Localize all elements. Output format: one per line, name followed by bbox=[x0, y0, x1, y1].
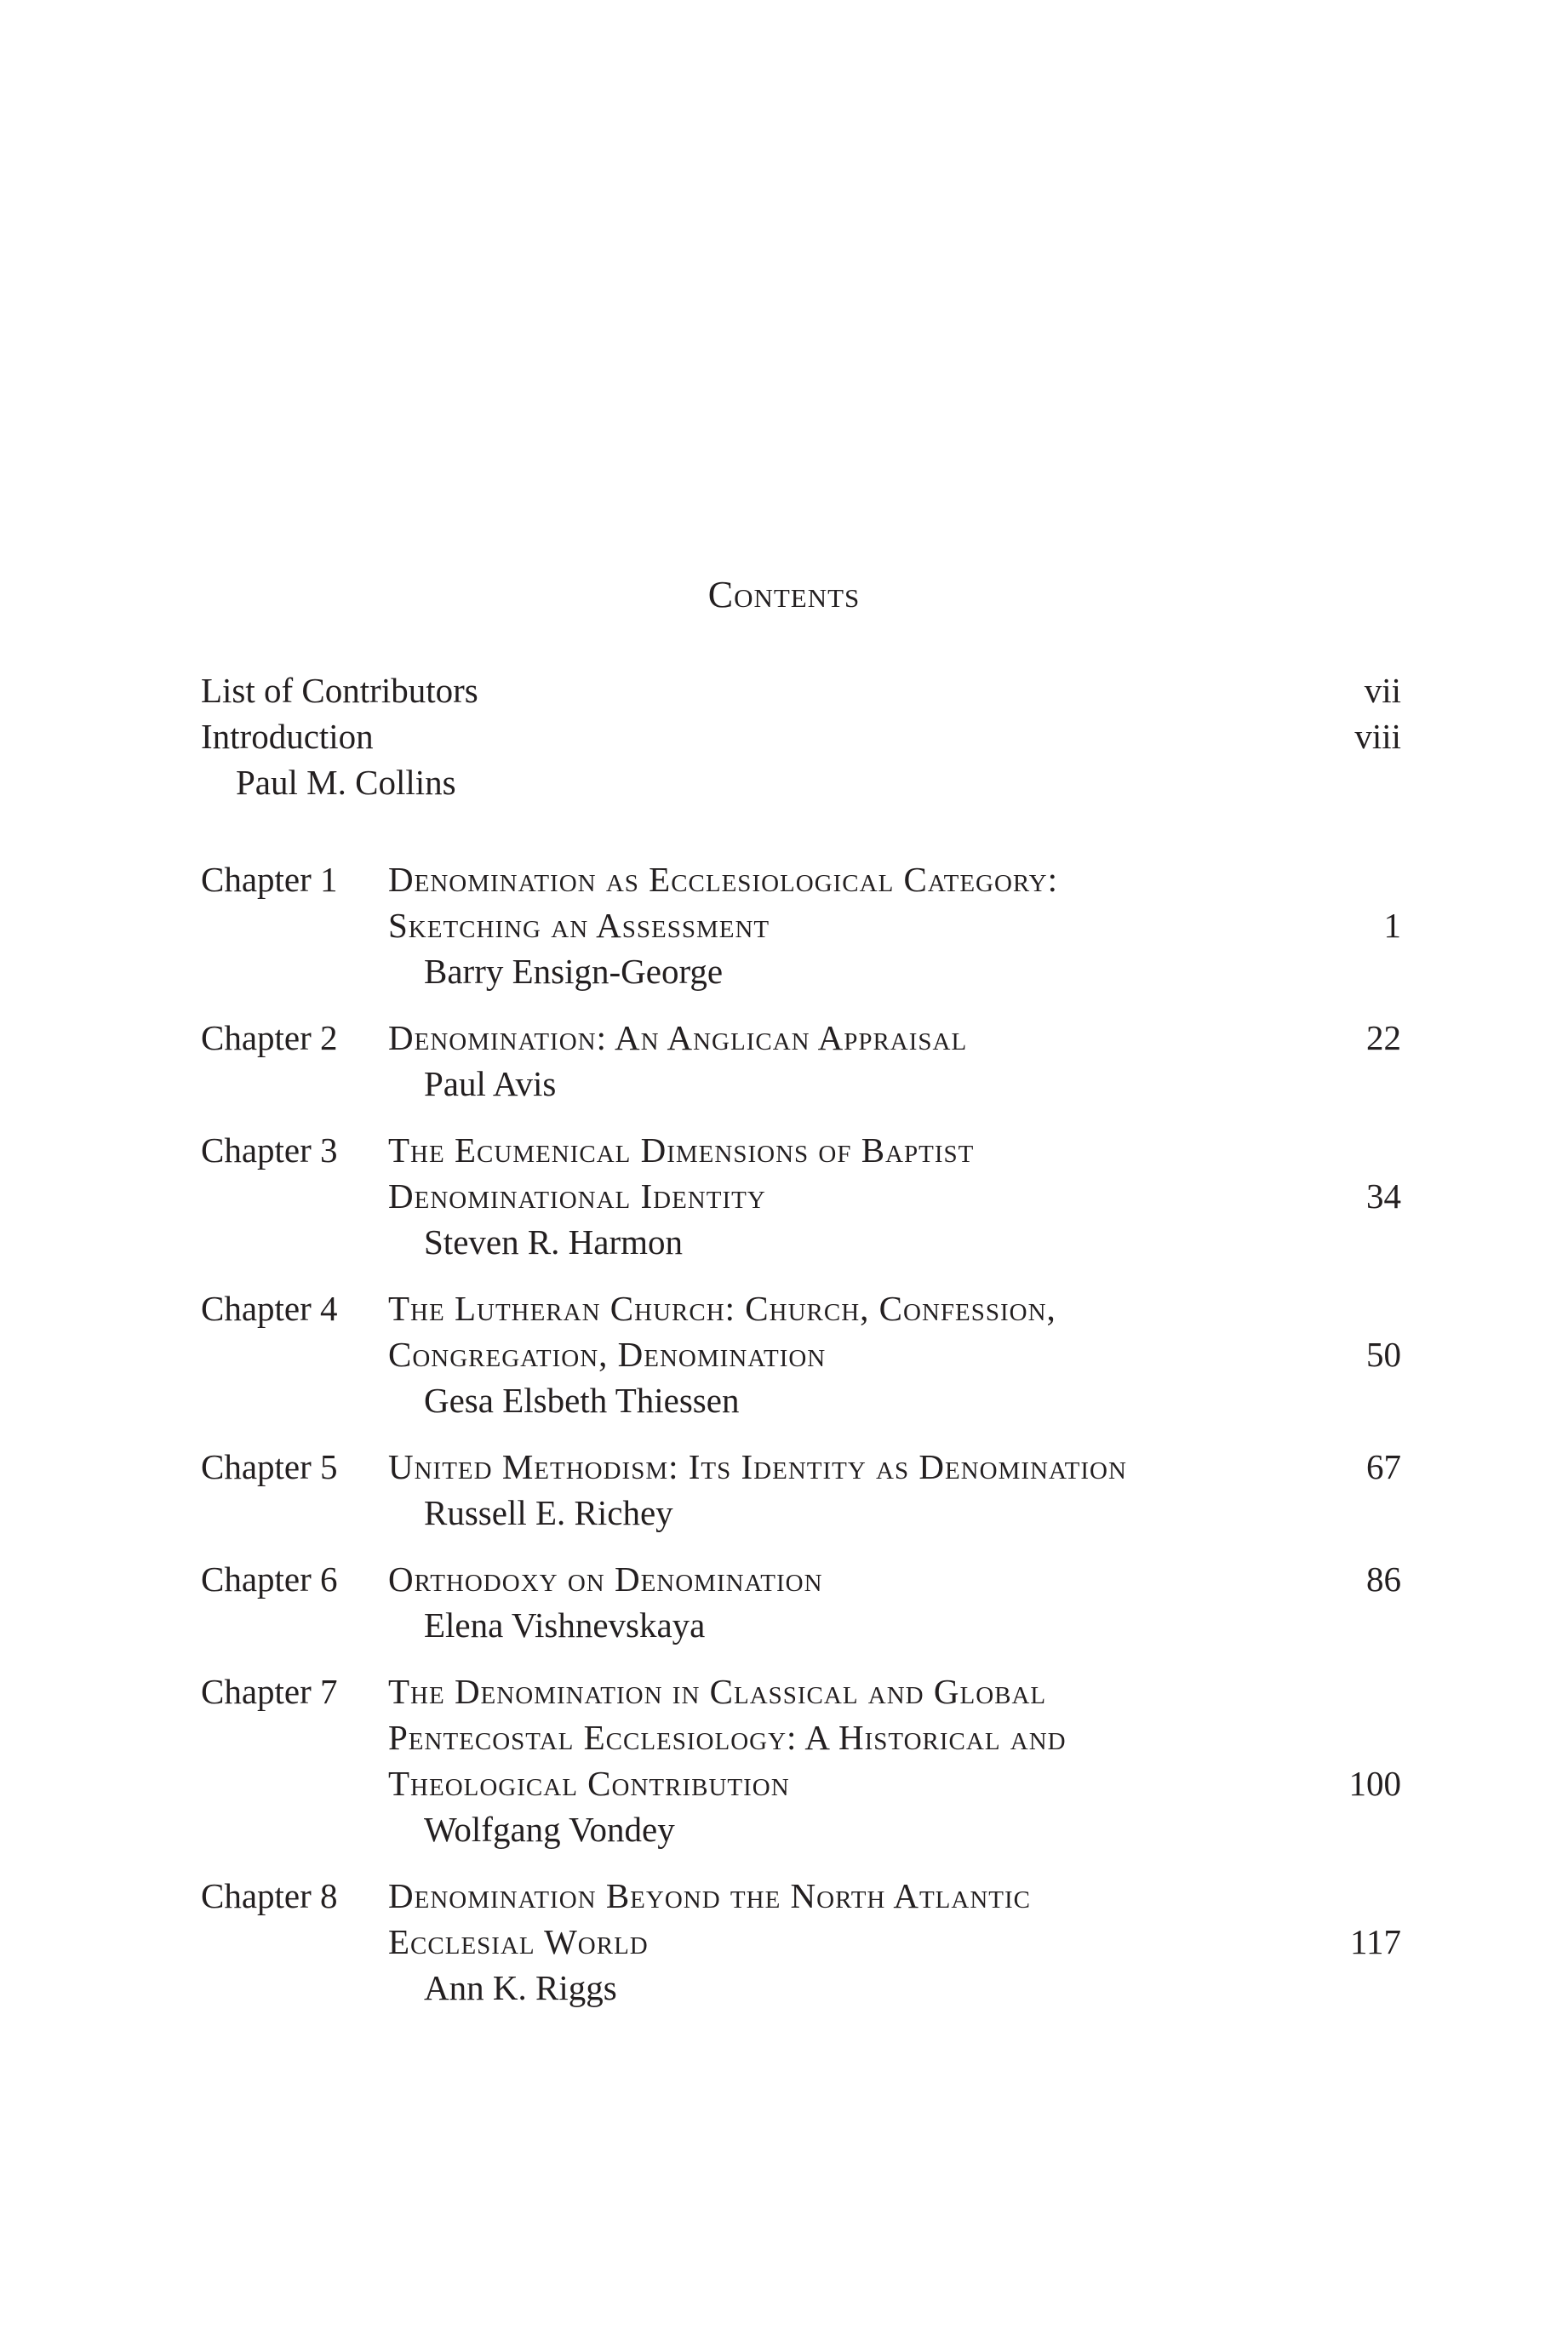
chapter-body bbox=[388, 1127, 1308, 1265]
chapter-page-number: 67 bbox=[1366, 1447, 1401, 1486]
chapter-body bbox=[388, 1668, 1308, 1852]
chapter-title-line: Denomination: An Anglican Appraisal bbox=[388, 1018, 968, 1057]
chapter-page-number: 34 bbox=[1366, 1176, 1401, 1216]
chapter-page-number: 117 bbox=[1350, 1922, 1401, 1961]
chapter-entry[interactable] bbox=[201, 1873, 1401, 2011]
introduction-page: viii bbox=[1354, 717, 1401, 756]
chapter-entry[interactable] bbox=[201, 1285, 1401, 1423]
chapter-page-number: 50 bbox=[1366, 1335, 1401, 1374]
chapter-author: Barry Ensign-George bbox=[424, 952, 724, 991]
chapter-body bbox=[388, 1556, 1308, 1648]
chapter-body bbox=[388, 856, 1308, 994]
chapter-body bbox=[388, 1444, 1308, 1536]
chapter-author: Wolfgang Vondey bbox=[424, 1810, 675, 1849]
chapter-title-line: Theological Contribution bbox=[388, 1764, 790, 1803]
introduction-entry[interactable] bbox=[201, 713, 1401, 759]
chapter-author: Paul Avis bbox=[424, 1064, 557, 1103]
chapter-entry[interactable] bbox=[201, 1556, 1401, 1648]
chapter-title-line: Denominational Identity bbox=[388, 1176, 766, 1216]
chapter-number: Chapter 3 bbox=[201, 1130, 338, 1170]
chapter-body bbox=[388, 1285, 1308, 1423]
chapter-author: Steven R. Harmon bbox=[424, 1222, 684, 1262]
chapter-number: Chapter 1 bbox=[201, 860, 338, 899]
chapter-list bbox=[201, 856, 1401, 2031]
chapter-author: Gesa Elsbeth Thiessen bbox=[424, 1381, 740, 1420]
contributors-entry[interactable] bbox=[201, 667, 1401, 713]
chapter-page-number: 86 bbox=[1366, 1559, 1401, 1599]
chapter-page-number: 100 bbox=[1348, 1764, 1401, 1803]
chapter-title-line: Pentecostal Ecclesiology: A Historical and bbox=[388, 1718, 1067, 1757]
chapter-title-line: The Lutheran Church: Church, Confession, bbox=[388, 1289, 1056, 1328]
chapter-entry[interactable] bbox=[201, 1015, 1401, 1107]
chapter-title-line: Denomination Beyond the North Atlantic bbox=[388, 1876, 1031, 1915]
chapter-title-line: United Methodism: Its Identity as Denomination bbox=[388, 1447, 1127, 1486]
chapter-title-line: Denomination as Ecclesiological Category: bbox=[388, 860, 1059, 899]
chapter-title-line: The Ecumenical Dimensions of Baptist bbox=[388, 1130, 975, 1170]
contributors-page: vii bbox=[1364, 671, 1401, 710]
chapter-page-number: 22 bbox=[1366, 1018, 1401, 1057]
chapter-entry[interactable] bbox=[201, 1668, 1401, 1852]
contributors-label: List of Contributors bbox=[201, 671, 478, 710]
chapter-title-line: Sketching an Assessment bbox=[388, 906, 770, 945]
introduction-author: Paul M. Collins bbox=[236, 763, 456, 802]
chapter-number: Chapter 4 bbox=[201, 1289, 338, 1328]
chapter-number: Chapter 7 bbox=[201, 1672, 338, 1711]
chapter-body bbox=[388, 1873, 1308, 2011]
chapter-title-line: Orthodoxy on Denomination bbox=[388, 1559, 823, 1599]
chapter-author: Elena Vishnevskaya bbox=[424, 1605, 706, 1645]
chapter-number: Chapter 6 bbox=[201, 1559, 338, 1599]
chapter-body bbox=[388, 1015, 1308, 1107]
page-title: Contents bbox=[707, 574, 861, 615]
chapter-number: Chapter 8 bbox=[201, 1876, 338, 1915]
chapter-title-line: The Denomination in Classical and Global bbox=[388, 1672, 1047, 1711]
chapter-author: Ann K. Riggs bbox=[424, 1968, 617, 2007]
chapter-author: Russell E. Richey bbox=[424, 1493, 673, 1532]
chapter-title-line: Congregation, Denomination bbox=[388, 1335, 827, 1374]
introduction-label: Introduction bbox=[201, 717, 374, 756]
chapter-entry[interactable] bbox=[201, 1127, 1401, 1265]
chapter-entry[interactable] bbox=[201, 856, 1401, 994]
front-matter-list bbox=[201, 667, 1401, 805]
chapter-entry[interactable] bbox=[201, 1444, 1401, 1536]
chapter-number: Chapter 2 bbox=[201, 1018, 338, 1057]
chapter-title-line: Ecclesial World bbox=[388, 1922, 649, 1961]
chapter-number: Chapter 5 bbox=[201, 1447, 338, 1486]
chapter-page-number: 1 bbox=[1383, 906, 1401, 945]
